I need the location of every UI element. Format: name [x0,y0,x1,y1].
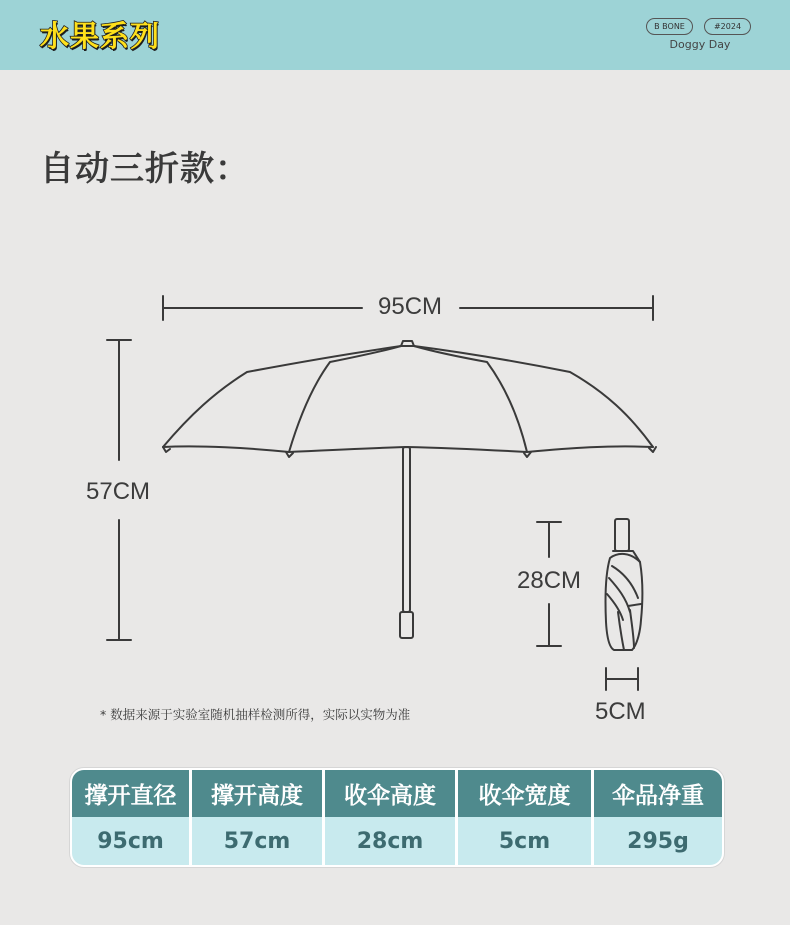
open-height-label: 57CM [86,478,151,505]
open-umbrella-icon [163,341,656,638]
spec-header-folded-width: 收伞宽度 [458,770,594,817]
spec-table-value-row [72,817,722,865]
spec-header-net-weight: 伞品净重 [594,770,722,817]
series-title: 水果系列 [40,19,161,53]
spec-header-open-height: 撑开高度 [192,770,325,817]
spec-table-header-row [72,770,722,817]
spec-table [70,768,724,867]
folded-width-dimension-line [606,668,638,690]
data-source-note: * 数据来源于实验室随机抽样检测所得，实际以实物为准 [100,707,411,722]
folded-width-label: 5CM [595,698,646,725]
spec-value-open-diameter: 95cm [72,817,192,865]
brand-subtitle: Doggy Day [669,38,731,51]
spec-header-folded-height: 收伞高度 [325,770,458,817]
spec-value-net-weight: 295g [627,828,689,854]
spec-value-folded-height: 28cm [325,817,458,865]
open-diameter-label: 95CM [378,293,443,320]
spec-value-open-height: 57cm [192,817,325,865]
brand-badge-left: B BONE [646,18,693,35]
page-heading: 自动三折款： [40,149,250,189]
brand-badge-right: #2024 [704,18,751,35]
folded-umbrella-icon [605,519,642,650]
spec-header-open-diameter: 撑开直径 [72,770,192,817]
folded-height-label: 28CM [517,567,582,594]
spec-value-folded-width: 5cm [458,817,594,865]
